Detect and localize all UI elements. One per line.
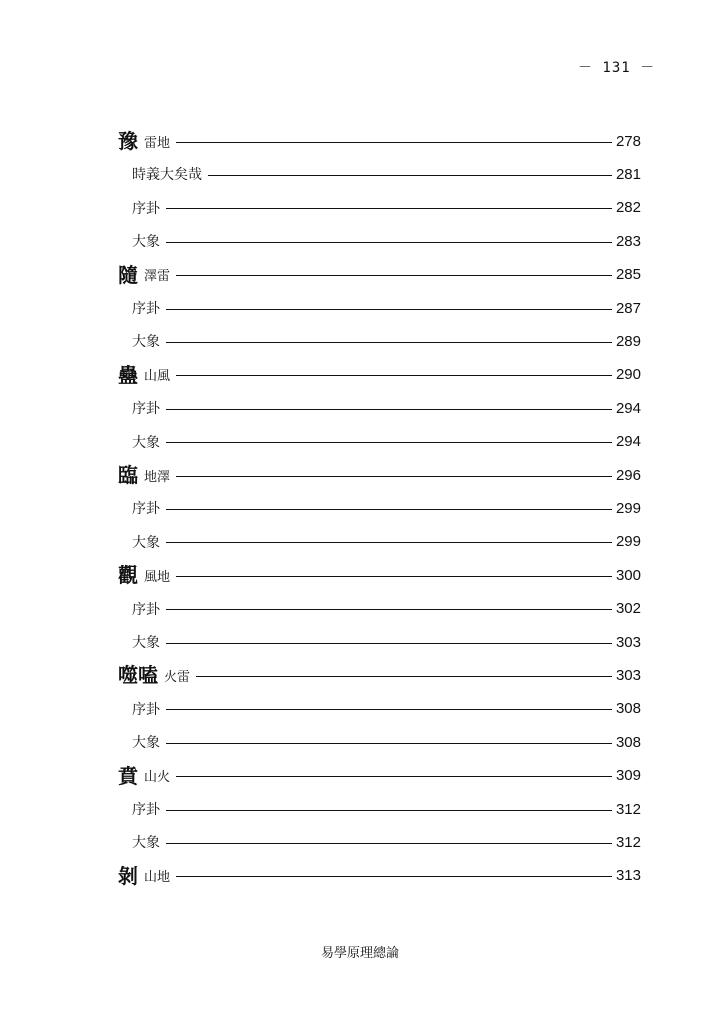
page-ref: 308 (615, 733, 641, 751)
toc-sub-entry (132, 596, 641, 622)
trigram-label: 地澤 (144, 469, 171, 485)
leader-line (176, 142, 612, 143)
trigram-label: 火雷 (164, 669, 191, 685)
section-label: 序卦 (132, 802, 160, 818)
trigram-label: 風地 (144, 569, 171, 585)
leader-line (208, 175, 612, 176)
section-label: 時義大矣哉 (132, 167, 202, 184)
page-ref: 287 (615, 299, 641, 317)
section-label: 大象 (132, 434, 160, 451)
page-ref: 309 (615, 767, 641, 785)
trigram-label: 山地 (144, 870, 171, 886)
leader-line (166, 242, 612, 243)
hexagram-name: 噬嗑 (118, 663, 158, 688)
page-ref: 294 (615, 433, 641, 451)
leader-line (166, 643, 612, 644)
section-label: 序卦 (132, 401, 160, 418)
toc-hexagram-entry (118, 462, 641, 488)
section-label: 序卦 (132, 601, 160, 618)
toc-sub-entry (132, 395, 641, 421)
page-ref: 302 (615, 600, 641, 618)
leader-line (166, 509, 612, 510)
page-ref: 300 (615, 566, 641, 584)
page-ref: 299 (615, 499, 641, 517)
leader-line (196, 676, 612, 677)
toc-sub-entry (132, 161, 641, 187)
trigram-label: 山風 (144, 369, 171, 385)
page-ref: 281 (615, 165, 641, 183)
page-ref: 308 (615, 700, 641, 718)
leader-line (166, 409, 612, 410)
page-ref: 312 (615, 833, 641, 851)
leader-line (176, 476, 612, 477)
toc-sub-entry (132, 429, 641, 455)
page-ref: 282 (615, 199, 641, 217)
page-ref: 296 (615, 466, 641, 484)
toc-hexagram-entry (118, 262, 641, 288)
leader-line (166, 609, 612, 610)
toc-sub-entry (132, 829, 641, 855)
toc-sub-entry (132, 495, 641, 521)
section-label: 序卦 (132, 200, 160, 217)
leader-line (176, 576, 612, 577)
hexagram-name: 臨 (118, 463, 138, 487)
toc-sub-entry (132, 529, 641, 555)
toc-hexagram-entry (118, 562, 641, 588)
hexagram-name: 觀 (118, 563, 138, 588)
page-number: － 131 － (578, 60, 656, 76)
page-ref: 283 (615, 232, 641, 250)
hexagram-name: 賁 (118, 763, 138, 788)
section-label: 大象 (132, 635, 160, 651)
hexagram-name: 蠱 (118, 362, 138, 387)
toc-hexagram-entry (118, 662, 641, 688)
section-label: 序卦 (132, 501, 160, 518)
footer-title: 易學原理總論 (320, 946, 399, 961)
leader-line (166, 309, 612, 310)
leader-line (166, 743, 612, 744)
trigram-label: 山火 (144, 770, 171, 786)
page-ref: 294 (615, 399, 641, 417)
trigram-label: 雷地 (144, 135, 171, 151)
section-label: 大象 (132, 234, 160, 251)
toc-sub-entry (132, 629, 641, 655)
leader-line (166, 442, 612, 443)
section-label: 序卦 (132, 701, 160, 718)
page-ref: 303 (615, 666, 641, 684)
page-ref: 313 (615, 867, 641, 885)
toc-sub-entry (132, 195, 641, 221)
leader-line (176, 375, 612, 376)
page-ref: 289 (615, 332, 641, 350)
hexagram-name: 隨 (118, 262, 138, 287)
toc-hexagram-entry (118, 128, 641, 154)
section-label: 序卦 (132, 301, 160, 317)
toc-sub-entry (132, 696, 641, 722)
section-label: 大象 (132, 334, 160, 351)
page-ref: 303 (615, 633, 641, 651)
page-ref: 278 (615, 132, 641, 150)
leader-line (166, 208, 612, 209)
leader-line (176, 876, 612, 877)
leader-line (166, 709, 612, 710)
toc-sub-entry (132, 228, 641, 254)
toc-hexagram-entry (118, 763, 641, 789)
trigram-label: 澤雷 (144, 269, 171, 285)
toc-sub-entry (132, 328, 641, 354)
leader-line (176, 275, 612, 276)
leader-line (166, 810, 612, 811)
section-label: 大象 (132, 534, 160, 551)
toc-hexagram-entry (118, 362, 641, 388)
page-ref: 299 (615, 533, 641, 551)
toc-sub-entry (132, 295, 641, 321)
page-ref: 290 (615, 366, 641, 384)
toc-hexagram-entry (118, 863, 641, 889)
leader-line (166, 342, 612, 343)
hexagram-name: 豫 (118, 129, 138, 153)
leader-line (166, 542, 612, 543)
page-ref: 285 (615, 266, 641, 284)
section-label: 大象 (132, 735, 160, 752)
toc-sub-entry (132, 729, 641, 755)
hexagram-name: 剝 (118, 863, 138, 888)
section-label: 大象 (132, 835, 160, 852)
page-ref: 312 (615, 800, 641, 818)
toc-sub-entry (132, 796, 641, 822)
leader-line (166, 843, 612, 844)
leader-line (176, 776, 612, 777)
